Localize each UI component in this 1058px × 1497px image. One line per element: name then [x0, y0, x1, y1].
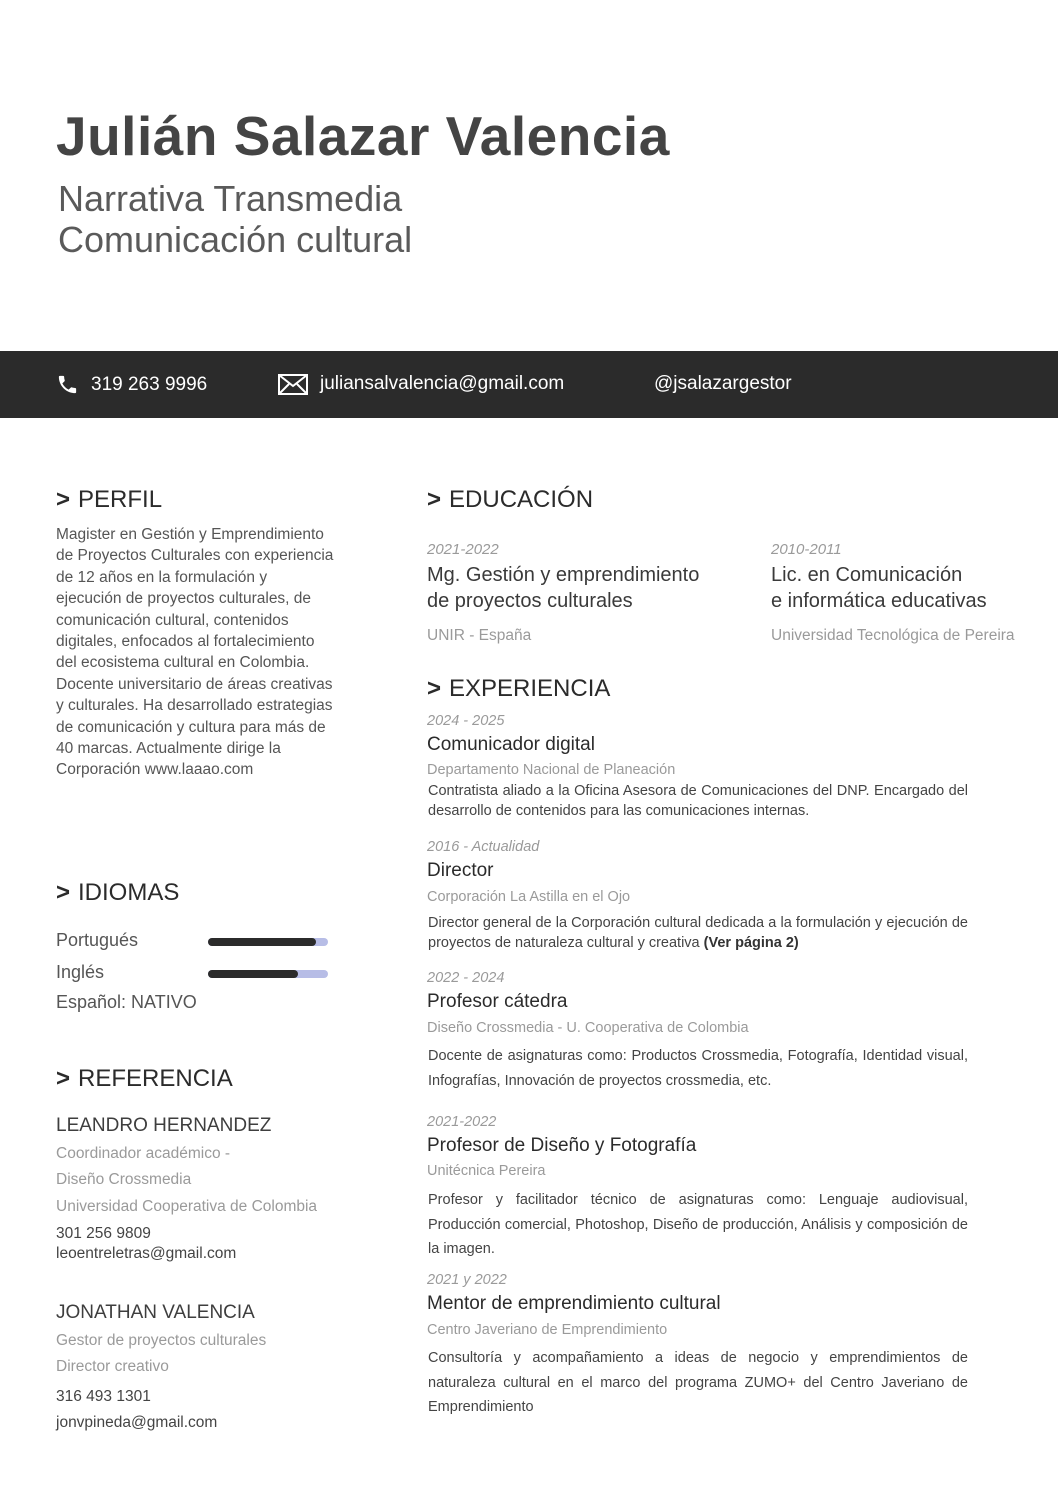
subtitle-line-2: Comunicación cultural: [58, 219, 413, 260]
experience-date: 2024 - 2025: [427, 713, 505, 729]
reference-role: Director creativo: [56, 1358, 169, 1375]
candidate-name: Julián Salazar Valencia: [56, 105, 670, 167]
experience-organization: Unitécnica Pereira: [427, 1163, 546, 1179]
experience-date: 2016 - Actualidad: [427, 839, 540, 855]
chevron-right-icon: >: [56, 1065, 71, 1092]
experience-description: Contratista aliado a la Oficina Asesora de Comunicaciones del DNP. Encargado del desarrollo de contenidos para las comunicaciones internas.: [428, 783, 968, 819]
phone-number: 319 263 9996: [91, 373, 208, 395]
experience-date: 2021 y 2022: [427, 1272, 507, 1288]
language-label: Inglés: [56, 962, 105, 982]
education-degree: [427, 562, 699, 614]
phone-icon: [56, 373, 79, 396]
experience-description: Consultoría y acompañamiento a ideas de negocio y emprendimientos de naturaleza cultural en el marco del programa ZUMO+ del Centro Javeriano de Emprendimiento: [428, 1350, 968, 1415]
language-level-fill: [208, 970, 298, 978]
subtitle-line-1: Narrativa Transmedia: [58, 178, 403, 219]
language-level-bar: [208, 938, 328, 946]
experience-date: 2022 - 2024: [427, 970, 505, 986]
experience-title: Mentor de emprendimiento cultural: [427, 1293, 721, 1314]
experience-title: Profesor cátedra: [427, 991, 568, 1012]
native-language: Español: NATIVO: [56, 992, 197, 1012]
contact-phone: [56, 373, 207, 396]
language-label: Portugués: [56, 930, 139, 950]
education-degree: [771, 562, 987, 614]
social-handle[interactable]: @jsalazargestor: [654, 373, 792, 394]
chevron-right-icon: >: [56, 486, 71, 513]
reference-email[interactable]: leoentreletras@gmail.com: [56, 1245, 237, 1262]
experience-title-label: EXPERIENCIA: [449, 675, 611, 702]
education-title-label: EDUCACIÓN: [449, 486, 594, 513]
reference-role: Universidad Cooperativa de Colombia: [56, 1198, 318, 1215]
education-degree-line: Mg. Gestión y emprendimiento: [427, 564, 700, 586]
experience-description: Profesor y facilitador técnico de asignaturas como: Lenguaje audiovisual, Producción comercial, Photoshop, Diseño de producción, Análisis y composición de la imagen.: [428, 1192, 968, 1257]
see-page-2-link[interactable]: (Ver página 2): [703, 935, 799, 951]
contact-social: [654, 373, 792, 395]
chevron-right-icon: >: [56, 879, 71, 906]
reference-role: Coordinador académico -: [56, 1145, 231, 1162]
chevron-right-icon: >: [427, 675, 442, 702]
reference-email[interactable]: jonvpineda@gmail.com: [56, 1414, 218, 1431]
languages-title-label: IDIOMAS: [78, 879, 180, 906]
experience-organization: Centro Javeriano de Emprendimiento: [427, 1322, 668, 1338]
experience-organization: Corporación La Astilla en el Ojo: [427, 889, 631, 905]
experience-date: 2021-2022: [427, 1114, 497, 1130]
reference-role: Diseño Crossmedia: [56, 1171, 192, 1188]
experience-title: Profesor de Diseño y Fotografía: [427, 1135, 697, 1156]
section-title-experience: [427, 675, 610, 703]
contact-email: [278, 373, 564, 395]
education-degree-line: Lic. en Comunicación: [771, 564, 963, 586]
experience-organization: Departamento Nacional de Planeación: [427, 762, 676, 778]
experience-title: Comunicador digital: [427, 734, 595, 755]
reference-name: JONATHAN VALENCIA: [56, 1302, 255, 1323]
envelope-icon: [278, 374, 308, 395]
reference-role: Gestor de proyectos culturales: [56, 1332, 267, 1349]
language-level-bar: [208, 970, 328, 978]
profile-title-label: PERFIL: [78, 486, 163, 513]
email-address[interactable]: juliansalvalencia@gmail.com: [320, 373, 565, 394]
experience-description: [428, 913, 968, 953]
experience-description: Docente de asignaturas como: Productos Crossmedia, Fotografía, Identidad visual, Infografías, Innovación de proyectos crossmedia, etc.: [428, 1048, 968, 1089]
contact-bar: [0, 351, 1058, 418]
education-date: 2010-2011: [771, 541, 842, 558]
experience-description-text: Director general de la Corporación cultural dedicada a la formulación y ejecución de proyectos de naturaleza cultural y creativa: [428, 915, 968, 951]
education-degree-line: e informática educativas: [771, 590, 987, 612]
reference-phone: 301 256 9809: [56, 1225, 151, 1242]
section-title-education: [427, 486, 593, 514]
education-institution: UNIR - España: [427, 627, 532, 644]
section-title-languages: [56, 879, 179, 907]
education-degree-line: de proyectos culturales: [427, 590, 633, 612]
education-institution: Universidad Tecnológica de Pereira: [771, 627, 1015, 644]
reference-name: LEANDRO HERNANDEZ: [56, 1115, 272, 1136]
section-title-profile: [56, 486, 162, 514]
language-level-fill: [208, 938, 316, 946]
profile-text: Magister en Gestión y Emprendimiento de Proyectos Culturales con experiencia de 12 años en la formulación y ejecución de proyectos culturales, de comunicación cultural, contenidos digitales, enfocados al fortalecimiento del ecosistema cultural en Colombia. Docente universitario de áreas creativas y culturales. Ha desarrollado estrategias de comunicación y cultura para más de 40 marcas. Actualmente dirige la Corporación www.laaao.com: [56, 526, 334, 779]
section-title-references: [56, 1065, 233, 1093]
education-date: 2021-2022: [427, 541, 499, 558]
references-title-label: REFERENCIA: [78, 1065, 233, 1092]
experience-organization: Diseño Crossmedia - U. Cooperativa de Colombia: [427, 1020, 749, 1036]
reference-phone: 316 493 1301: [56, 1388, 151, 1405]
experience-title: Director: [427, 860, 494, 881]
chevron-right-icon: >: [427, 486, 442, 513]
